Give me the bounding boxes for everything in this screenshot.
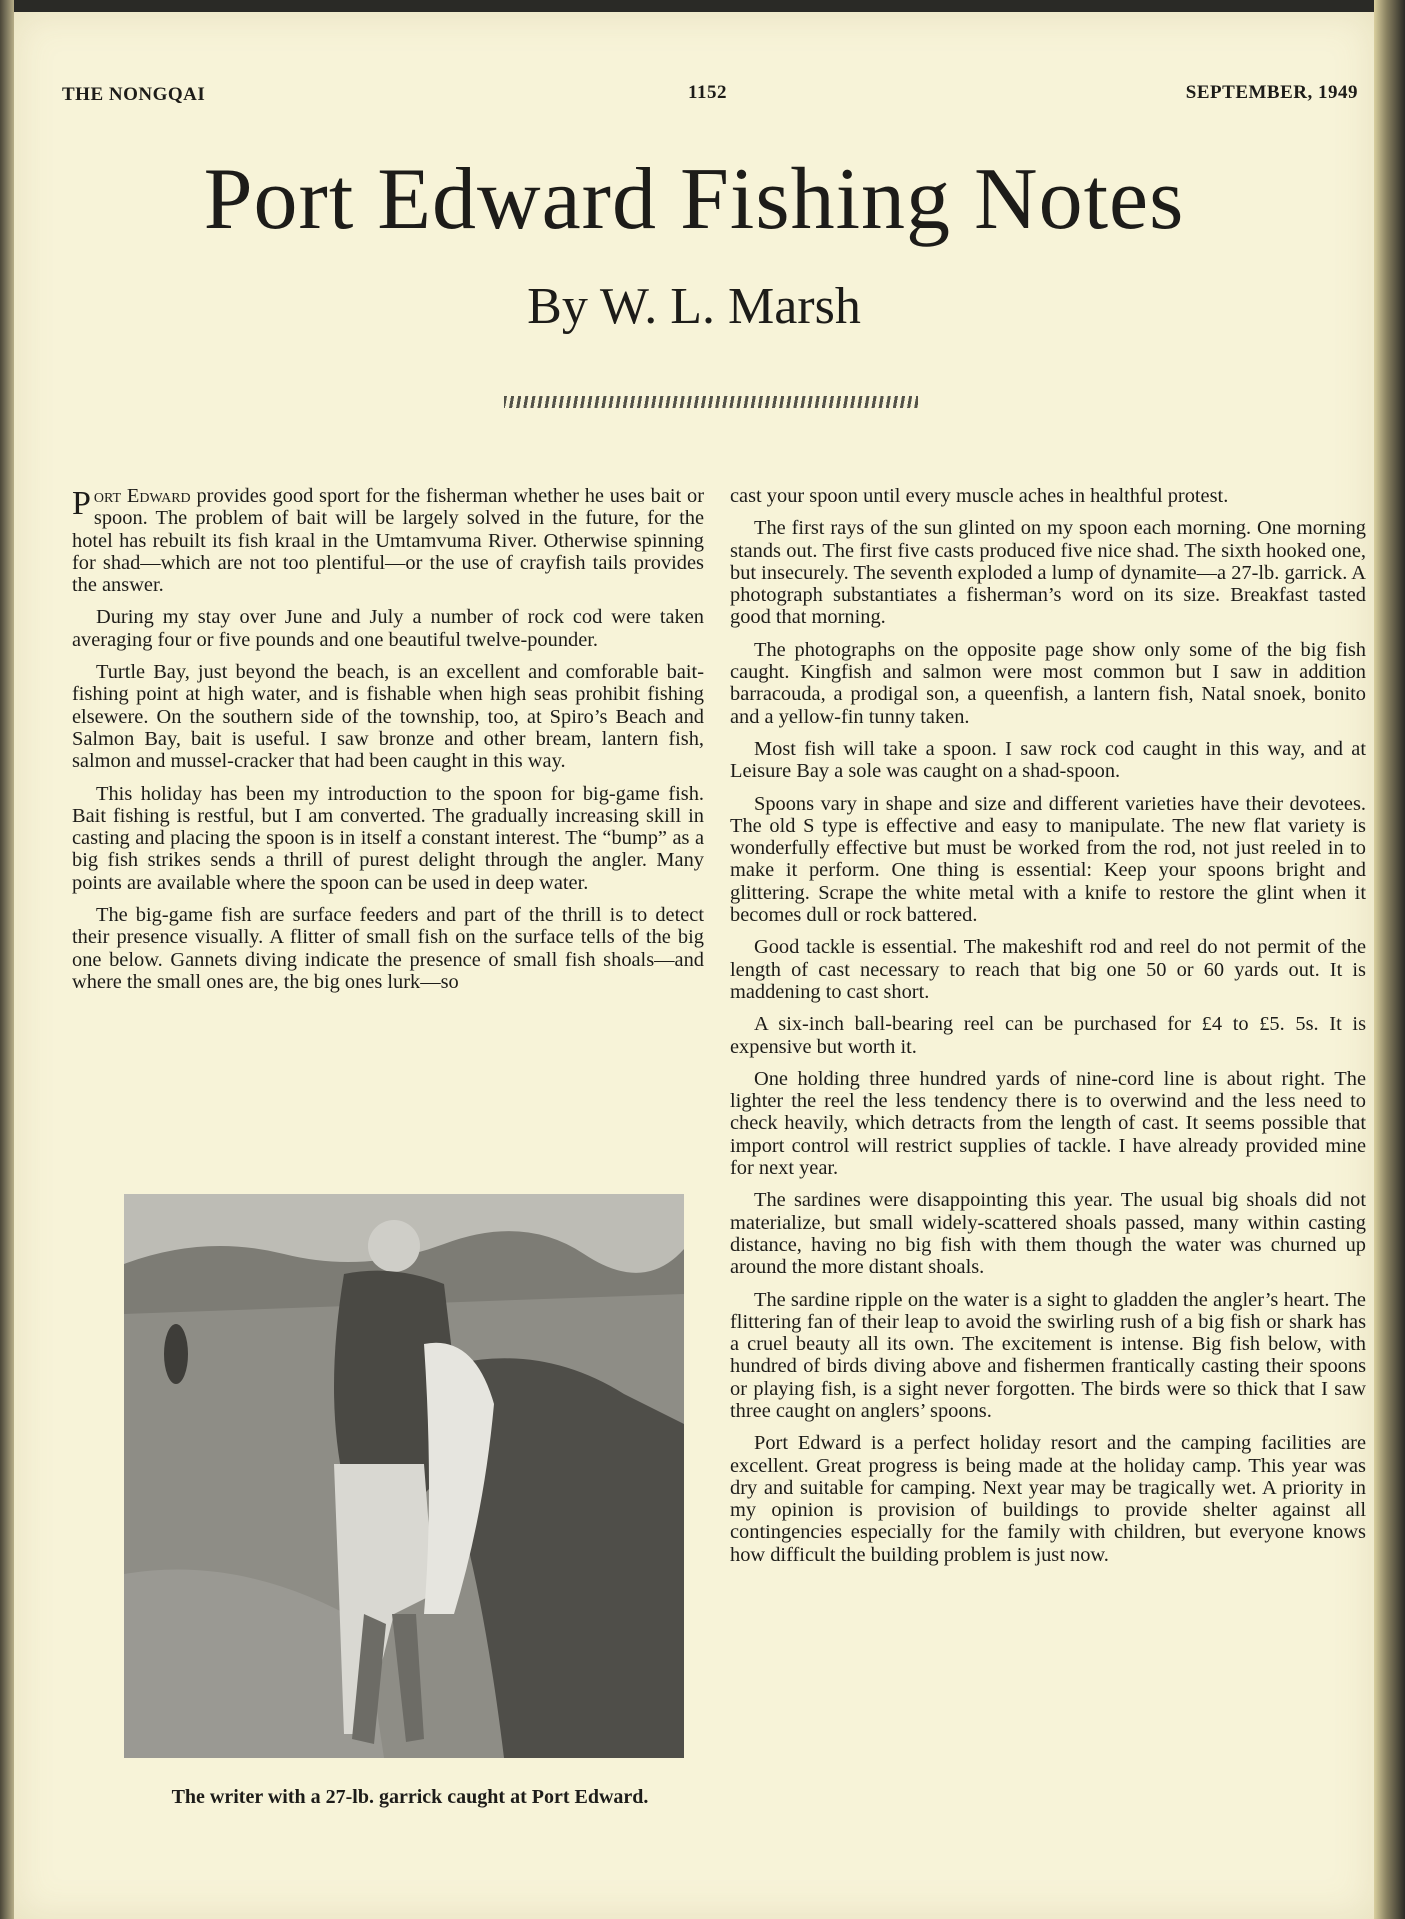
photo-caption: The writer with a 27-lb. garrick caught at Port Edward. [171,1786,649,1808]
paragraph [72,485,704,596]
article-title: Port Edward Fishing Notes [203,151,1185,248]
paragraph: The sardine ripple on the water is a sight to gladden the angler’s heart. The flittering fan of their leap to avoid the swirling rush of a big fish or shark has a cruel beauty all its own. The excitement is intense. Big fish below, with hundred of birds diving above and fishermen frantically casting their spoons or playing fish, is a sight never forgotten. The birds were so thick that I saw three caught on anglers’ spoons. [730,1288,1366,1422]
photo-illustration [124,1194,684,1758]
paragraph: Turtle Bay, just beyond the beach, is an excellent and comforable bait-fishing point at high water, and is fishable when high seas prohibit fishing elsewere. On the southern side of the township, too, at Spiro’s Beach and Salmon Bay, bait is useful. I saw bronze and other bream, lantern fish, salmon and mussel-cracker that had been caught in this way. [72,661,704,773]
paragraph: cast your spoon until every muscle aches in healthful protest. [730,485,1229,507]
paragraph-text: provides good sport for the fisherman whether he uses bait or spoon. The problem of bait will be largely solved in the future, for the hotel has rebuilt its fish kraal in the Umtamvuma River. Otherwise spinning for shad—which are not too plentiful—or the use of crayfish tails provides the answer. [72,485,704,597]
drop-cap: P [72,485,91,522]
paragraph: Spoons vary in shape and size and different varieties have their devotees. The old S type is effective and easy to manipulate. The new flat variety is wonderfully effective but must be worked from the rod, not just reeled in to make it perform. One thing is essential: Keep your spoons bright and glittering. Scrape the white metal with a knife to restore the glint when it becomes dull or rock battered. [730,792,1366,927]
paragraph: The photographs on the opposite page show only some of the big fish caught. Kingfish and salmon were most common but I saw in addition barracouda, a prodigal son, a queenfish, a lantern fish, Natal snoek, bonito and a yellow-fin tunny taken. [730,638,1366,728]
paragraph: During my stay over June and July a number of rock cod were taken averaging four or five pounds and one beautiful twelve-pounder. [72,606,704,651]
paragraph: A six-inch ball-bearing reel can be purchased for £4 to £5. 5s. It is expensive but worth it. [730,1013,1366,1058]
decorative-rule [504,396,918,408]
running-header [62,84,1358,114]
fisherman-photo [124,1194,684,1758]
paragraph: The sardines were disappointing this year. The usual big shoals did not materialize, but small widely-scattered shoals passed, many within casting distance, having no big fish with them though the water was churned up around the more distant shoals. [730,1189,1366,1279]
paragraph: This holiday has been my introduction to the spoon for big-game fish. Bait fishing is restful, but I am converted. The gradually increasing skill in casting and placing the spoon is in itself a constant interest. The “bump” as a big fish strikes sends a thrill of purest delight through the angler. Many points are available where the spoon can be used in deep water. [72,782,704,894]
paragraph: Port Edward is a perfect holiday resort and the camping facilities are excellent. Great progress is being made at the holiday camp. This year was dry and suitable for camping. Next year may be tragically wet. A priority in my opinion is provision of buildings to provide shelter against all contingencies especially for the family with children, but everyone knows how difficult the building problem is just now. [730,1432,1366,1566]
article-byline: By W. L. Marsh [527,278,861,335]
paragraph: Good tackle is essential. The makeshift rod and reel do not permit of the length of cast necessary to reach that big one 50 or 60 yards out. It is maddening to cast short. [730,936,1366,1003]
page-number: 1152 [688,82,727,103]
page-edge-shadow [1374,0,1405,1919]
magazine-page [14,12,1374,1919]
opening-smallcaps: ort Edward [93,485,191,507]
paragraph: The first rays of the sun glinted on my spoon each morning. One morning stands out. The first five casts produced five nice shad. The sixth hooked one, but insecurely. The seventh exploded a lump of dynamite—a 27-lb. garrick. A photograph substantiates a fisherman’s word on its size. Breakfast tasted good that morning. [730,517,1366,629]
issue-date: SEPTEMBER, 1949 [1185,82,1358,103]
paragraph: The big-game fish are surface feeders and part of the thrill is to detect their presence visually. A flitter of small fish on the surface tells of the big one below. Gannets diving indicate the presence of small fish shoals—and where the small ones are, the big ones lurk—so [72,904,704,993]
book-spine [0,0,14,1919]
right-column [730,485,1366,1576]
magazine-name: THE NONGQAI [62,84,206,105]
paragraph: One holding three hundred yards of nine-cord line is about right. The lighter the reel the less tendency there is to overwind and the less need to check heavily, which detracts from the length of cast. It seems possible that import control will restrict supplies of tackle. I have already provided mine for next year. [730,1067,1366,1180]
left-column [72,485,704,1003]
paragraph: Most fish will take a spoon. I saw rock cod caught in this way, and at Leisure Bay a sole was caught on a shad-spoon. [730,737,1366,783]
